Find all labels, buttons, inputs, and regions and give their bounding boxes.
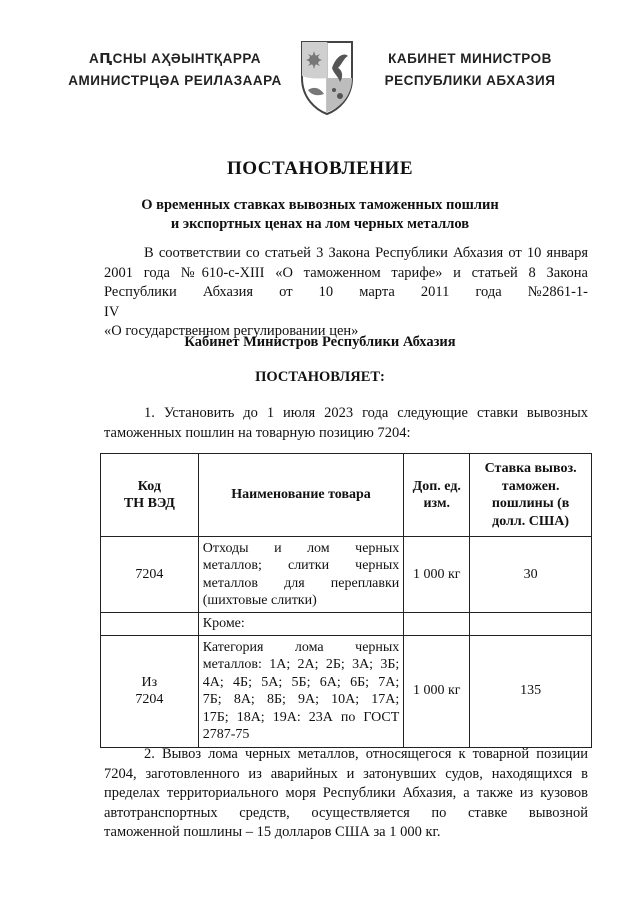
clause-2-paragraph: 2. Вывоз лома черных металлов, относящегося к товарной позиции 7204, заготовленного из аварийных и затонувших судов, находящихся в пределах территориального моря Республики Абхазия, а также из кузовов автотранспортных средств, осуществляется по ставке вывозной таможенной пошлины – 15 долларов США за 1 000 кг. xyxy=(104,746,588,840)
preamble-paragraph: В соответствии со статьей 3 Закона Республики Абхазия от 10 января 2001 года №610-с-XIII «О таможенном тарифе» и статьей 8 Закона Республики Абхазия от 10 марта 2011 года №2861-1-IV «О государственном регулировании цен» xyxy=(104,245,588,339)
cell-code: 7204 xyxy=(101,537,199,613)
letterhead xyxy=(0,38,640,138)
tariff-table xyxy=(100,453,592,748)
table-header-row xyxy=(101,454,592,537)
cell-rate: 135 xyxy=(470,635,592,747)
cell-unit xyxy=(404,613,470,636)
header-code: Код ТН ВЭД xyxy=(101,454,199,537)
cell-unit: 1 000 кг xyxy=(404,537,470,613)
cell-name: Категория лома черных металлов: 1А; 2А; 2Б; 3А; 3Б; 4А; 4Б; 5А; 5Б; 6А; 6Б; 7А; 7Б; 8А; 8Б; 9А; 10А; 17А; 17Б; 18А; 19А: 23А по ГОСТ 2787-75 xyxy=(198,635,404,747)
clause-1-paragraph: 1. Установить до 1 июля 2023 года следующие ставки вывозных таможенных пошлин на товарную позицию 7204: xyxy=(104,405,588,441)
cell-rate xyxy=(470,613,592,636)
header-unit: Доп. ед. изм. xyxy=(404,454,470,537)
cell-name: Отходы и лом черных металлов; слитки черных металлов для переплавки (шихтовые слитки) xyxy=(198,537,404,613)
resolves-heading: ПОСТАНОВЛЯЕТ: xyxy=(255,369,385,385)
issuer-heading: Кабинет Министров Республики Абхазия xyxy=(184,334,456,350)
abkhazia-coat-of-arms-icon xyxy=(298,38,356,116)
cell-code xyxy=(101,613,199,636)
cell-code: Из 7204 xyxy=(101,635,199,747)
header-rate: Ставка вывоз. таможен. пошлины (в долл. США) xyxy=(470,454,592,537)
document-subtitle: О временных ставках вывозных таможенных пошлин и экспортных ценах на лом черных металлов xyxy=(141,197,499,232)
page-title: ПОСТАНОВЛЕНИЕ xyxy=(226,158,414,179)
letterhead-russian-name: КАБИНЕТ МИНИСТРОВ РЕСПУБЛИКИ АБХАЗИЯ xyxy=(384,51,556,88)
letterhead-abkhaz-name: АԤСНЫ АҲӘЫНТҚАРРА АМИНИСТРЦӘА РЕИЛАЗААРА xyxy=(68,51,282,88)
cell-unit: 1 000 кг xyxy=(404,635,470,747)
header-name: Наименование товара xyxy=(198,454,404,537)
table-row xyxy=(101,537,592,613)
table-row xyxy=(101,635,592,747)
cell-name: Кроме: xyxy=(198,613,404,636)
cell-rate: 30 xyxy=(470,537,592,613)
table-row xyxy=(101,613,592,636)
